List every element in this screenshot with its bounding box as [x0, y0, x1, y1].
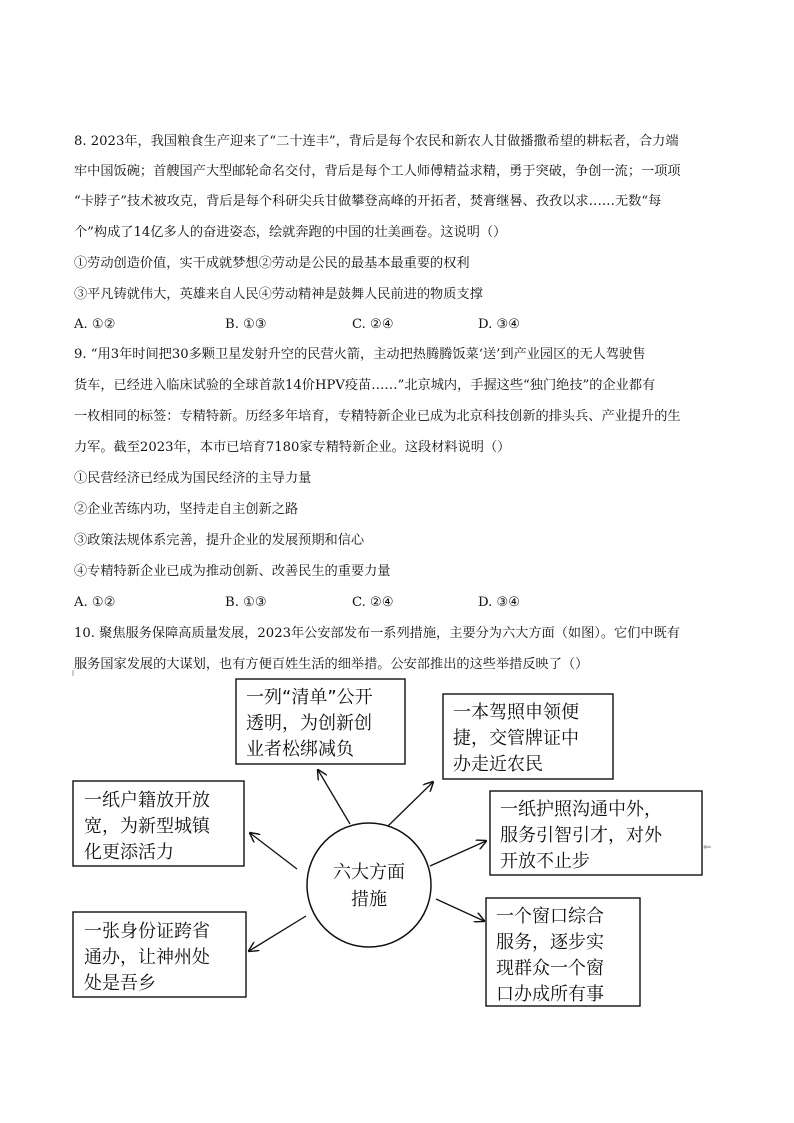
box-bottom-left-line-1: 一张身份证跨省 [84, 921, 210, 942]
q9-statement-3: ③政策法规体系完善，提升企业的发展预期和信心 [74, 533, 365, 548]
box-left [73, 781, 244, 866]
arrow-to-right-box [430, 841, 486, 866]
q9-line-2: 货车，已经进入临床试验的全球首款14价HPV疫苗……”北京城内，手握这些“独门绝技”的企业都有 [74, 378, 656, 393]
box-left-line-1: 一纸户籍放开放 [84, 790, 210, 811]
box-right-line-2: 服务引智引才，对外 [500, 825, 662, 846]
q9-line-4: 力军。截至2023年，本市已培育7180家专精特新企业。这段材料说明（） [74, 440, 511, 455]
q8-statement-1-2: ①劳动创造价值，实干成就梦想②劳动是公民的最基本最重要的权利 [74, 256, 470, 271]
q8-option-c: C. ②④ [352, 317, 394, 332]
arrow-to-top-box [318, 770, 350, 824]
q9-statement-2: ②企业苦练内功，坚持走自主创新之路 [74, 502, 299, 517]
box-top-right-line-1: 一本驾照申领便 [453, 702, 579, 723]
q10-line-1: 10. 聚焦服务保障高质量发展，2023年公安部发布一系列措施，主要分为六大方面（如图）。它们中既有 [74, 626, 680, 641]
box-bottom-right [486, 898, 640, 1006]
box-bottom-left-line-2: 通办，让神州处 [84, 947, 210, 968]
q8-line-4: 个”构成了14亿多人的奋进姿态，绘就奔跑的中国的壮美画卷。这说明（） [74, 225, 507, 240]
q9-option-c: C. ②④ [352, 595, 394, 610]
box-bottom-left [73, 912, 246, 997]
box-bottom-left-line-3: 处是吾乡 [84, 973, 156, 994]
box-top-line-3: 业者松绑减负 [246, 739, 354, 760]
center-label-2: 措施 [351, 889, 387, 910]
q9-option-b: B. ①③ [225, 595, 267, 610]
arrow-to-bottom-left-box [249, 916, 306, 951]
box-right-line-1: 一纸护照沟通中外， [500, 799, 662, 820]
q8-option-d: D. ③④ [478, 317, 521, 332]
q9-statement-4: ④专精特新企业已成为推动创新、改善民生的重要力量 [74, 564, 391, 579]
box-bottom-right-line-3: 现群众一个窗 [496, 958, 604, 979]
center-node [307, 823, 431, 947]
q8-option-a: A. ①② [74, 317, 116, 332]
center-circle [307, 823, 431, 947]
box-right [490, 791, 702, 875]
margin-arrow-mark: ⇐ [703, 842, 712, 853]
box-top-line-2: 透明，为创新创 [246, 713, 372, 734]
q8-option-b: B. ①③ [225, 317, 267, 332]
arrow-to-left-box [250, 833, 297, 869]
box-top-right [443, 694, 613, 779]
q8-line-1: 8. 2023年，我国粮食生产迎来了“二十连丰”，背后是每个农民和新农人甘做播撒希望的耕耘者，合力端 [74, 134, 679, 149]
arrow-to-top-right-box [388, 782, 433, 826]
arrow-to-bottom-right-box [436, 899, 484, 921]
box-top-right-line-2: 捷，交管牌证中 [453, 728, 579, 749]
q8-line-3: “卡脖子”技术被攻克，背后是每个科研尖兵甘做攀登高峰的开拓者，焚膏继晷、孜孜以求……无数“每 [74, 194, 662, 209]
q9-option-a: A. ①② [74, 595, 116, 610]
q9-line-1: 9. “用3年时间把30多颗卫星发射升空的民营火箭，主动把热腾腾饭菜‘送’到产业园区的无人驾驶售 [74, 347, 646, 362]
box-bottom-right-line-4: 口办成所有事 [496, 984, 604, 1005]
box-top-line-1: 一列“清单”公开 [246, 687, 373, 708]
q9-line-3: 一枚相同的标签：专精特新。历经多年培育，专精特新企业已成为北京科技创新的排头兵、产业提升的生 [74, 409, 681, 424]
center-label-1: 六大方面 [333, 862, 405, 883]
box-left-line-3: 化更添活力 [84, 842, 174, 863]
box-bottom-right-line-2: 服务，逐步实 [496, 932, 604, 953]
box-bottom-right-line-1: 一个窗口综合 [496, 906, 604, 927]
q8-line-2: 牢中国饭碗；首艘国产大型邮轮命名交付，背后是每个工人师傅精益求精，勇于突破，争创一流；一项项 [74, 164, 681, 179]
box-right-line-3: 开放不止步 [500, 851, 590, 872]
q9-option-d: D. ③④ [478, 595, 521, 610]
box-top-right-line-3: 办走近农民 [453, 754, 543, 775]
box-left-line-2: 宽，为新型城镇 [84, 816, 210, 837]
q10-line-2: 服务国家发展的大谋划，也有方便百姓生活的细举措。公安部推出的这些举措反映了（） [74, 657, 589, 672]
q8-statement-3-4: ③平凡铸就伟大，英雄来自人民④劳动精神是鼓舞人民前进的物质支撑 [74, 287, 483, 302]
box-top [236, 679, 405, 764]
q9-statement-1: ①民营经济已经成为国民经济的主导力量 [74, 471, 312, 486]
